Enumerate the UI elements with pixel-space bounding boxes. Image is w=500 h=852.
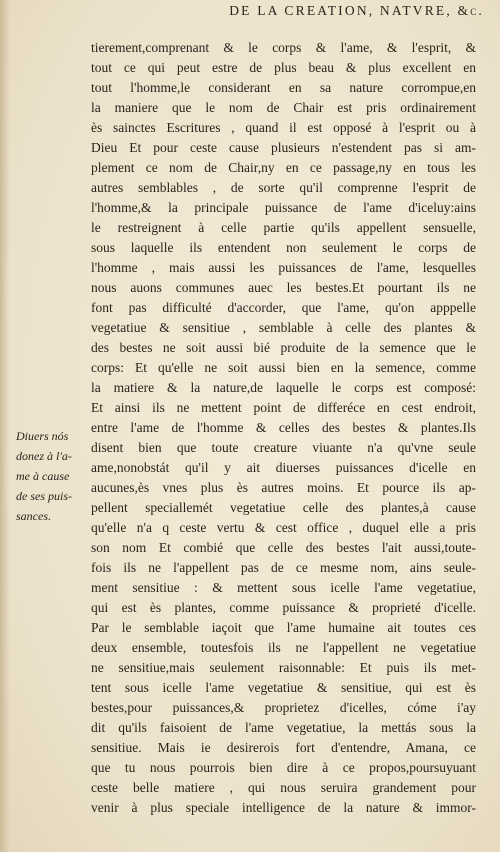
- margin-note-line: Diuers nós: [16, 429, 69, 443]
- margin-note-line: sances.: [16, 509, 51, 523]
- text-line: la maniere que le nom de Chair est pris ordinairement: [91, 100, 476, 115]
- text-line: autres semblables , de sorte qu'il comprenne l'esprit de: [91, 180, 476, 195]
- text-line: l'homme,& la principale puissance de l'ame d'iceluy:ains: [91, 200, 476, 215]
- margin-note-line: donez à l'a-: [16, 449, 72, 463]
- text-line: deux ensemble, toutesfois ils ne l'appellent ne vegetatiue: [91, 640, 476, 655]
- text-line: aucunes,ès vnes plus ès autres moins. Et pource ils ap-: [91, 480, 476, 495]
- text-line: sous laquelle ils entendent non seulement le corps de: [91, 240, 476, 255]
- text-line: pellent speciallemét vegetatiue celle des plantes,à cause: [91, 500, 476, 515]
- text-line: disent bien que toute creature viuante n'a qu'vne seule: [91, 440, 476, 455]
- text-line: sensitiue. Mais ie desirerois fort d'entendre, Amana, ce: [91, 740, 476, 755]
- text-line: ceste belle matiere , qui nous seruira grandement pour: [91, 780, 476, 795]
- margin-note: [16, 426, 90, 526]
- text-line: tierement,comprenant & le corps & l'ame, & l'esprit, &: [91, 40, 476, 55]
- text-line: vegetatiue & sensitiue , semblable à celle des plantes &: [91, 320, 476, 335]
- text-line: que tu nous pourrois bien dire à ce propos,poursuyuant: [91, 760, 476, 775]
- text-line: tout ce qui peut estre de plus beau & plus excellent en: [91, 60, 476, 75]
- text-line: qu'elle n'a q ceste vertu & cest office , duquel elle a pris: [91, 520, 476, 535]
- text-line: dit qu'ils faisoient de l'ame vegetatiue, la mettás sous la: [91, 720, 476, 735]
- text-line: ment sensitiue : & mettent sous icelle l'ame vegetatiue,: [91, 580, 476, 595]
- text-line: le restreignent à celle partie qu'ils appellent sensuelle,: [91, 220, 476, 235]
- text-line: tent sous icelle l'ame vegetatiue & sensitiue, qui est ès: [91, 680, 476, 695]
- text-line: ne sensitiue,mais seulement raisonnable: Et puis ils met-: [91, 660, 476, 675]
- text-line: la matiere & la nature,de laquelle le corps est composé:: [91, 380, 476, 395]
- text-line: plement ce nom de Chair,ny en ce passage,ny en tous les: [91, 160, 476, 175]
- text-line: des bestes ne soit aussi bié produite de la semence que le: [91, 340, 476, 355]
- text-line: nous auons communes auec les bestes.Et pourtant ils ne: [91, 280, 476, 295]
- text-line: son nom Et combié que celle des bestes l'ait aussi,toute-: [91, 540, 476, 555]
- page-gutter: [0, 0, 10, 852]
- text-line: entre l'ame de l'homme & celles des bestes & plantes.Ils: [91, 420, 476, 435]
- text-line: corps: Et qu'elle ne soit aussi bien en la semence, comme: [91, 360, 476, 375]
- text-line: ès sainctes Escritures , quand il est opposé à l'esprit ou à: [91, 120, 476, 135]
- text-line: tout l'homme,le considerant en sa nature corrompue,en: [91, 80, 476, 95]
- text-line: bestes,pour puissances,& proprietez d'icelles, cóme i'ay: [91, 700, 476, 715]
- margin-note-line: de ses puis-: [16, 489, 72, 503]
- text-line: qui est ès plantes, comme puissance & proprieté d'icelle.: [91, 600, 476, 615]
- text-line: l'homme , mais aussi les puissances de l'ame, lesquelles: [91, 260, 476, 275]
- text-line: Par le semblable iaçoit que l'ame humaine ait toutes ces: [91, 620, 476, 635]
- text-line: Et ainsi ils ne mettent point de differéce en cest endroit,: [91, 400, 476, 415]
- margin-note-line: me à cause: [16, 469, 70, 483]
- text-line: Dieu Et pour ceste cause plusieurs n'estendent pas si am-: [91, 140, 476, 155]
- running-head: DE LA CREATION, NATVRE, &c.: [229, 3, 484, 18]
- text-line: font pas difficulté d'accorder, que l'ame, qu'on apppelle: [91, 300, 476, 315]
- text-line: ame,nonobstát qu'il y ait diuerses puissances d'icelle en: [91, 460, 476, 475]
- body-text: [91, 38, 476, 818]
- text-line: fois ils ne l'appellent pas de ce mesme nom, ains seule-: [91, 560, 476, 575]
- text-line: venir à plus speciale intelligence de la nature & immor-: [91, 800, 476, 815]
